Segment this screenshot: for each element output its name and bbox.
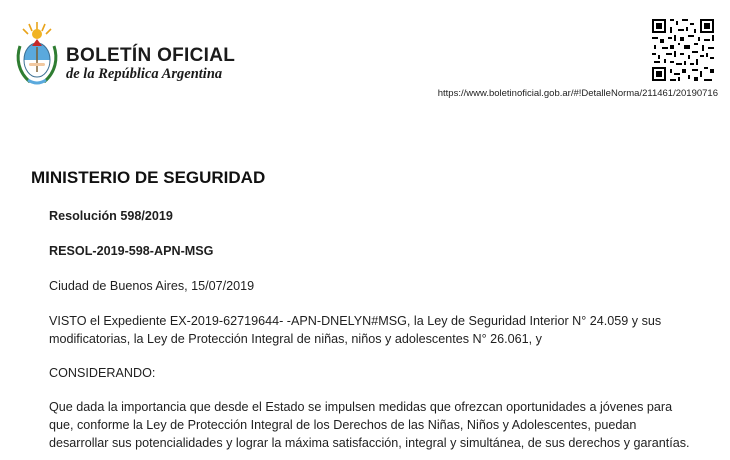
place-date: Ciudad de Buenos Aires, 15/07/2019 (49, 279, 255, 293)
qr-code-icon (650, 17, 716, 83)
visto-line: VISTO el Expediente EX-2019-62719644- -APN-DNELYN#MSG, la Ley de Seguridad Interior N° 24.059 y sus (49, 314, 662, 328)
body-line: desarrollar sus potencialidades y lograr la máxima satisfacción, integral y simultánea, de sus derechos y garantías. (49, 436, 690, 450)
ministry-heading: MINISTERIO DE SEGURIDAD (31, 168, 266, 187)
body-line: que, conforme la Ley de Protección Integral de los Derechos de las Niñas, Niños y Adolescentes, puedan (49, 418, 637, 432)
resolution-number: Resolución 598/2019 (49, 209, 173, 223)
logo-title: BOLETÍN OFICIAL (66, 45, 236, 66)
considerando-heading: CONSIDERANDO: (49, 366, 156, 380)
logo-subtitle: de la República Argentina (66, 66, 223, 82)
body-line: Que dada la importancia que desde el Estado se impulsen medidas que ofrezcan oportunidades a jóvenes para (49, 400, 673, 414)
resolution-reference: RESOL-2019-598-APN-MSG (49, 244, 214, 258)
coat-of-arms-icon (14, 20, 60, 88)
visto-line: modificatorias, la Ley de Protección Integral de niñas, niños y adolescentes N° 26.061, y (49, 332, 542, 346)
document-url[interactable]: https://www.boletinoficial.gob.ar/#!DetalleNorma/211461/20190716 (437, 88, 718, 99)
